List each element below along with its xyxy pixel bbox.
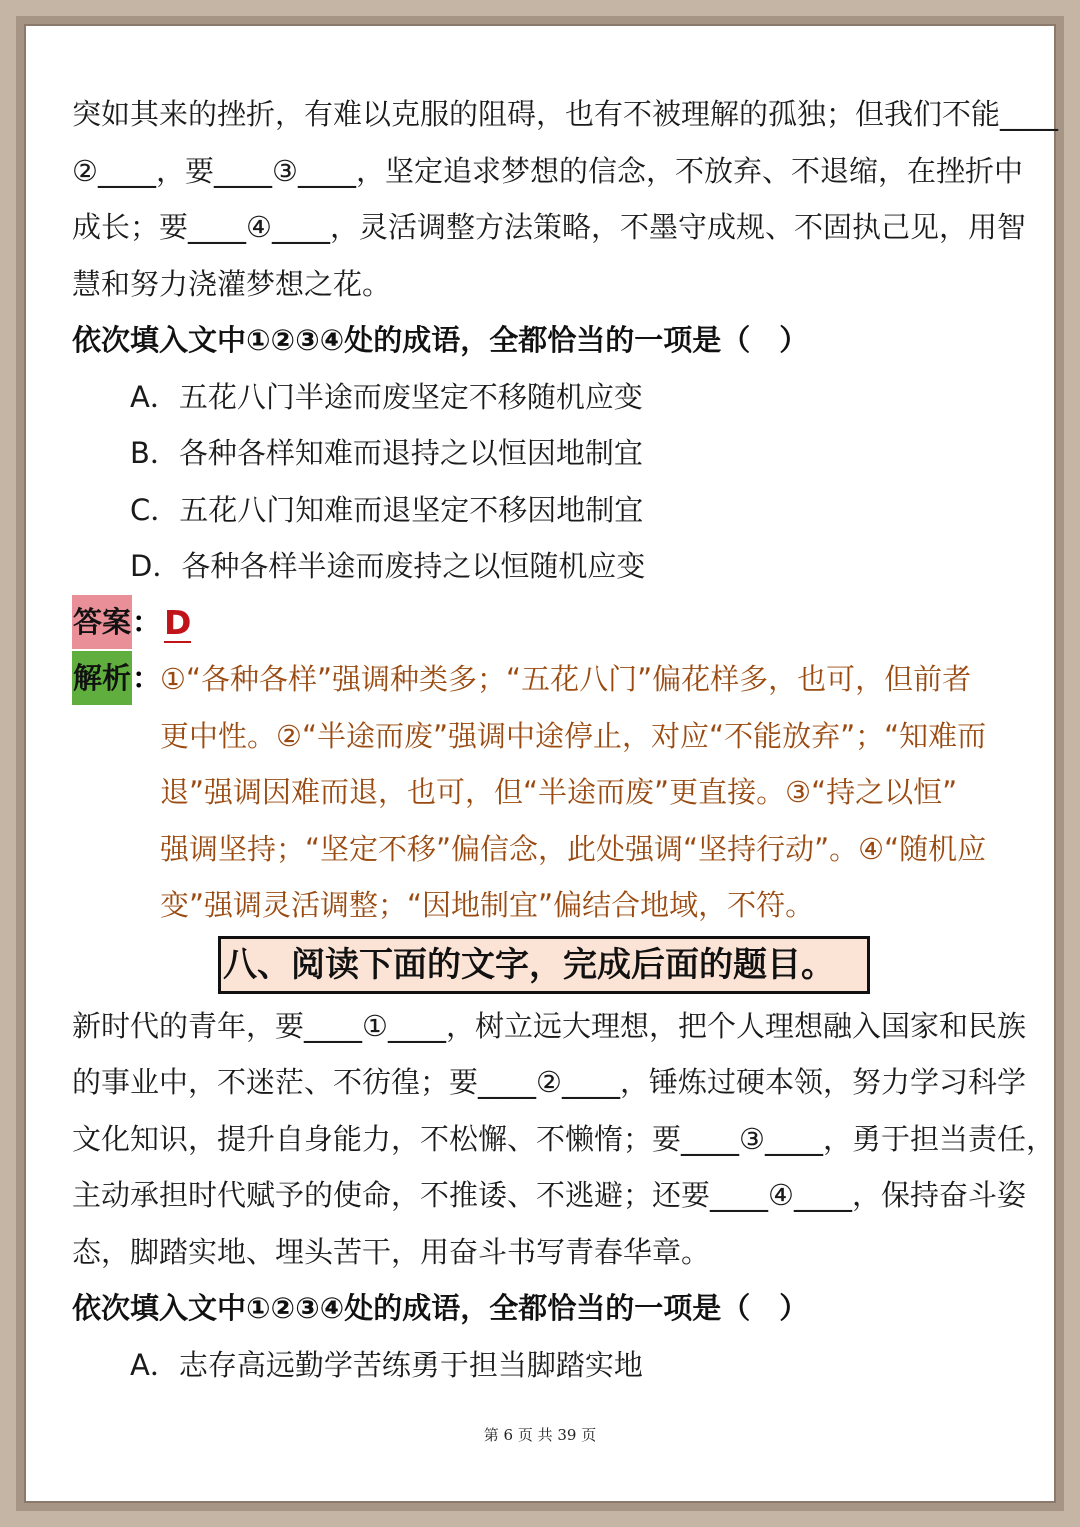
passage2-line: 态，脚踏实地、埋头苦干，用奋斗书写青春华章。 xyxy=(72,1234,711,1269)
passage1-line: 成长；要____④____，灵活调整方法策略，不墨守成规、不固执己见，用智 xyxy=(72,210,1026,244)
page-frame xyxy=(16,16,1064,1511)
question1-option-d: D．各种各样半途而废持之以恒随机应变 xyxy=(130,549,646,583)
page-content xyxy=(72,86,1059,1393)
passage2-line: 主动承担时代赋予的使命，不推诿、不逃避；还要____④____，保持奋斗姿 xyxy=(72,1178,1026,1212)
explanation-label: 解析 xyxy=(72,651,132,705)
explanation-colon: ： xyxy=(132,661,162,695)
answer-colon: ： xyxy=(132,604,162,639)
explanation-line: 退”强调因难而退，也可，但“半途而废”更直接。③“持之以恒” xyxy=(160,775,958,809)
explanation-line: 变”强调灵活调整；“因地制宜”偏结合地域，不符。 xyxy=(160,888,815,922)
document-page xyxy=(24,24,1059,1503)
passage1-line: 慧和努力浇灌梦想之花。 xyxy=(72,266,392,301)
question1-prompt: 依次填入文中①②③④处的成语，全都恰当的一项是（ ） xyxy=(72,323,809,357)
section-heading: 八、阅读下面的文字，完成后面的题目。 xyxy=(218,936,870,994)
answer-label: 答案 xyxy=(72,595,132,649)
question1-option-a: A．五花八门半途而废坚定不移随机应变 xyxy=(130,379,643,414)
question2-option-a: A．志存高远勤学苦练勇于担当脚踏实地 xyxy=(130,1347,643,1382)
answer-row xyxy=(72,595,1024,652)
section-heading-wrap xyxy=(72,934,1024,998)
passage2-line: 新时代的青年，要____①____，树立远大理想，把个人理想融入国家和民族 xyxy=(72,1008,1026,1043)
explanation-row xyxy=(72,651,1024,708)
explanation-line: ①“各种各样”强调种类多；“五花八门”偏花样多，也可，但前者 xyxy=(160,662,972,696)
explanation-line: 强调坚持；“坚定不移”偏信念，此处强调“坚持行动”。④“随机应 xyxy=(160,831,987,866)
passage1-line: ②____，要____③____，坚定追求梦想的信念，不放弃、不退缩，在挫折中 xyxy=(72,153,1023,188)
question1-option-c: C．五花八门知难而退坚定不移因地制宜 xyxy=(130,492,644,527)
passage1-line: 突如其来的挫折，有难以克服的阻碍，也有不被理解的孤独；但我们不能____ xyxy=(72,97,1059,131)
question1-option-b: B．各种各样知难而退持之以恒因地制宜 xyxy=(130,436,643,470)
explanation-line: 更中性。②“半途而废”强调中途停止，对应“不能放弃”；“知难而 xyxy=(160,718,987,753)
question2-prompt: 依次填入文中①②③④处的成语，全都恰当的一项是（ ） xyxy=(72,1291,809,1325)
page-footer: 第 6 页 共 39 页 xyxy=(483,1426,597,1444)
passage2-line: 文化知识，提升自身能力，不松懈、不懒惰；要____③____，勇于担当责任， xyxy=(72,1121,1055,1156)
answer-value: D xyxy=(164,595,191,643)
passage2-line: 的事业中，不迷茫、不彷徨；要____②____，锤炼过硬本领，努力学习科学 xyxy=(72,1065,1026,1099)
